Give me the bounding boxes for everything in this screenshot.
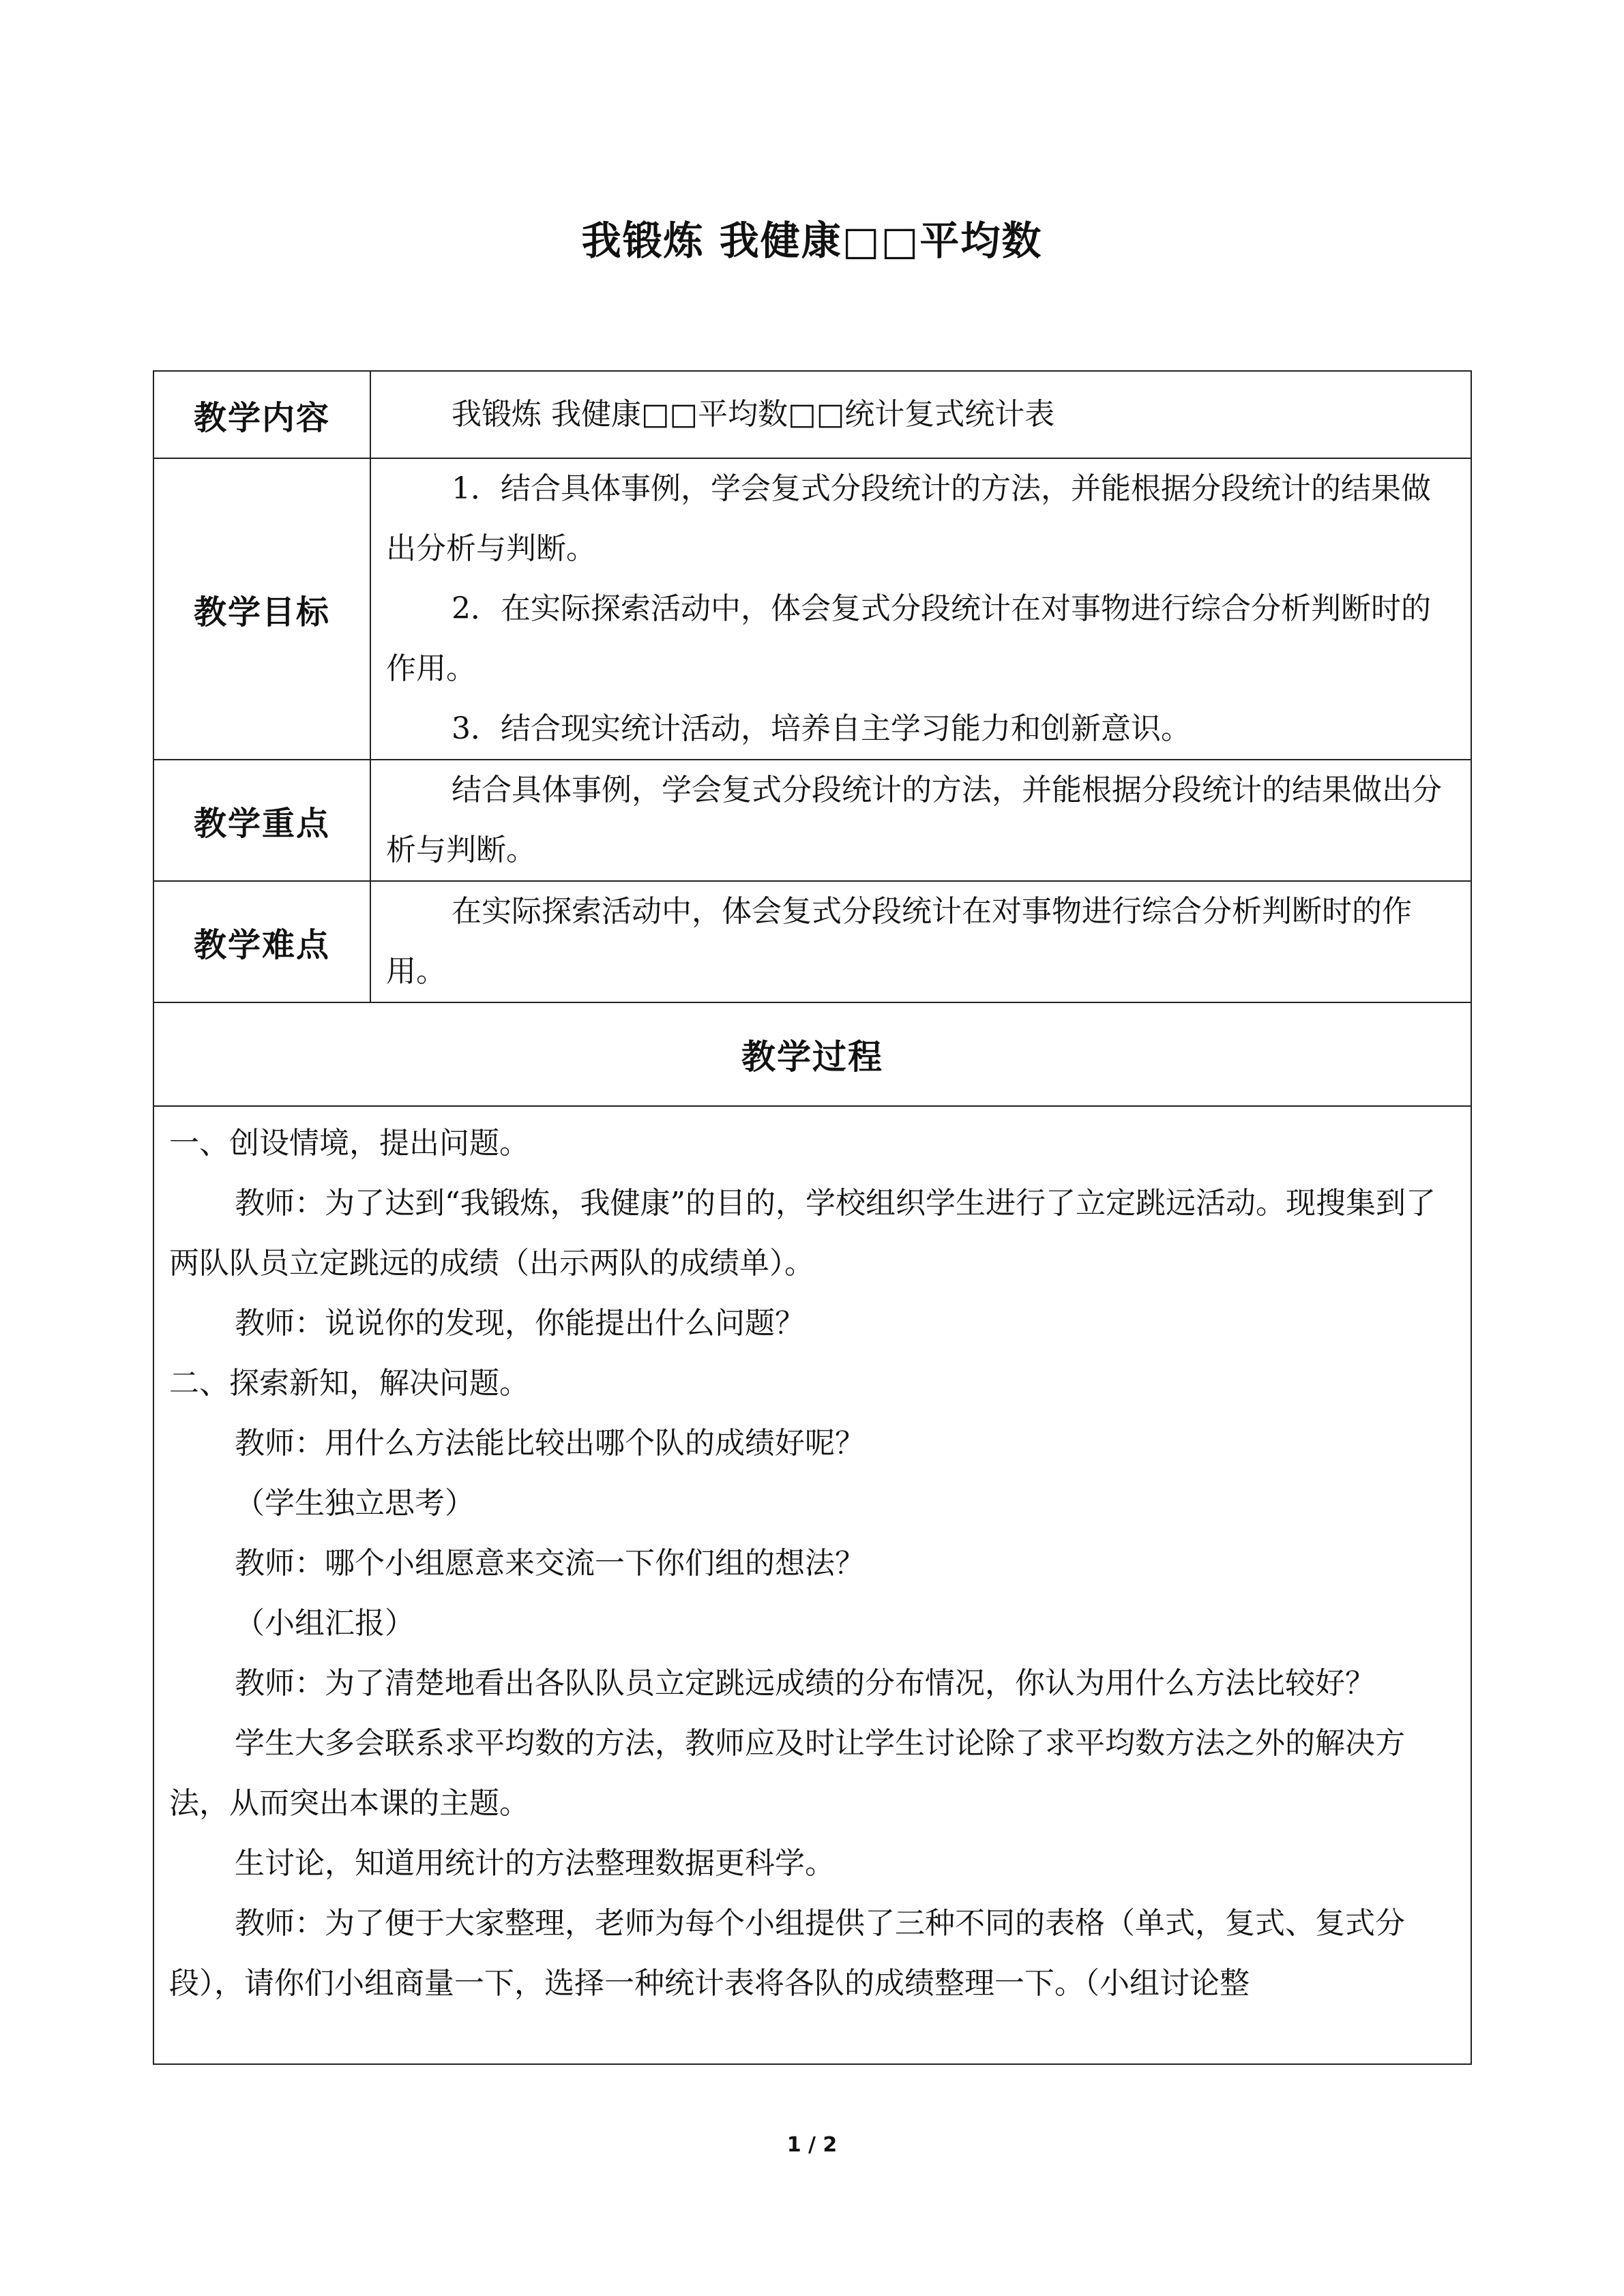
process-paragraph: （小组汇报） bbox=[235, 1606, 415, 1641]
process-paragraph: 教师：为了便于大家整理，老师为每个小组提供了三种不同的表格（单式，复式、复式分段），请你们小组商量一下，选择一种统计表将各队的成绩整理一下。（小组讨论整 bbox=[169, 1906, 1405, 2001]
value-teaching-content bbox=[370, 371, 1471, 458]
process-paragraph: 教师：用什么方法能比较出哪个队的成绩好呢？ bbox=[235, 1426, 865, 1461]
row-process-header bbox=[153, 1002, 1471, 1106]
row-difficulty bbox=[153, 881, 1471, 1002]
process-paragraph: 学生大多会联系求平均数的方法，教师应及时让学生讨论除了求平均数方法之外的解决方法，从而突出本课的主题。 bbox=[169, 1726, 1405, 1821]
page-title: 我锻炼 我健康□□平均数 bbox=[581, 218, 1043, 264]
lesson-plan-table bbox=[153, 370, 1472, 2065]
row-key-point bbox=[153, 760, 1471, 881]
process-paragraph: 教师：为了清楚地看出各队队员立定跳远成绩的分布情况，你认为用什么方法比较好？ bbox=[235, 1666, 1375, 1701]
process-paragraph: 生讨论，知道用统计的方法整理数据更科学。 bbox=[235, 1846, 835, 1881]
label-key-point: 教学重点 bbox=[153, 760, 370, 881]
process-heading: 二、探索新知，解决问题。 bbox=[169, 1366, 529, 1401]
key-point-text: 结合具体事例，学会复式分段统计的方法，并能根据分段统计的结果做出分析与判断。 bbox=[386, 773, 1442, 867]
objective-item: 3．结合现实统计活动，培养自主学习能力和创新意识。 bbox=[452, 711, 1191, 746]
value-teaching-objectives bbox=[370, 458, 1471, 760]
value-key-point bbox=[370, 760, 1471, 881]
process-paragraph: 教师：哪个小组愿意来交流一下你们组的想法？ bbox=[235, 1546, 865, 1581]
process-paragraph: 教师：说说你的发现，你能提出什么问题？ bbox=[235, 1306, 805, 1341]
value-difficulty bbox=[370, 881, 1471, 1002]
process-paragraph: 教师：为了达到“我锻炼，我健康”的目的，学校组织学生进行了立定跳远活动。现搜集到了两队队员立定跳远的成绩（出示两队的成绩单）。 bbox=[169, 1186, 1436, 1281]
process-paragraph: （学生独立思考） bbox=[235, 1486, 475, 1521]
label-difficulty: 教学难点 bbox=[153, 881, 370, 1002]
objective-item: 1．结合具体事例，学会复式分段统计的方法，并能根据分段统计的结果做出分析与判断。 bbox=[386, 471, 1431, 566]
row-teaching-content bbox=[153, 371, 1471, 458]
process-body bbox=[153, 1106, 1471, 2064]
objective-item: 2．在实际探索活动中，体会复式分段统计在对事物进行综合分析判断时的作用。 bbox=[386, 591, 1431, 686]
difficulty-text: 在实际探索活动中，体会复式分段统计在对事物进行综合分析判断时的作用。 bbox=[386, 894, 1412, 989]
row-process-body bbox=[153, 1106, 1471, 2064]
row-teaching-objectives bbox=[153, 458, 1471, 760]
teaching-content-text: 我锻炼 我健康□□平均数□□统计复式统计表 bbox=[452, 397, 1055, 432]
page-number: 1 / 2 bbox=[786, 2133, 838, 2157]
process-heading: 一、创设情境，提出问题。 bbox=[169, 1126, 529, 1161]
label-teaching-objectives: 教学目标 bbox=[153, 458, 370, 760]
label-teaching-content: 教学内容 bbox=[153, 371, 370, 458]
process-header: 教学过程 bbox=[153, 1002, 1471, 1106]
